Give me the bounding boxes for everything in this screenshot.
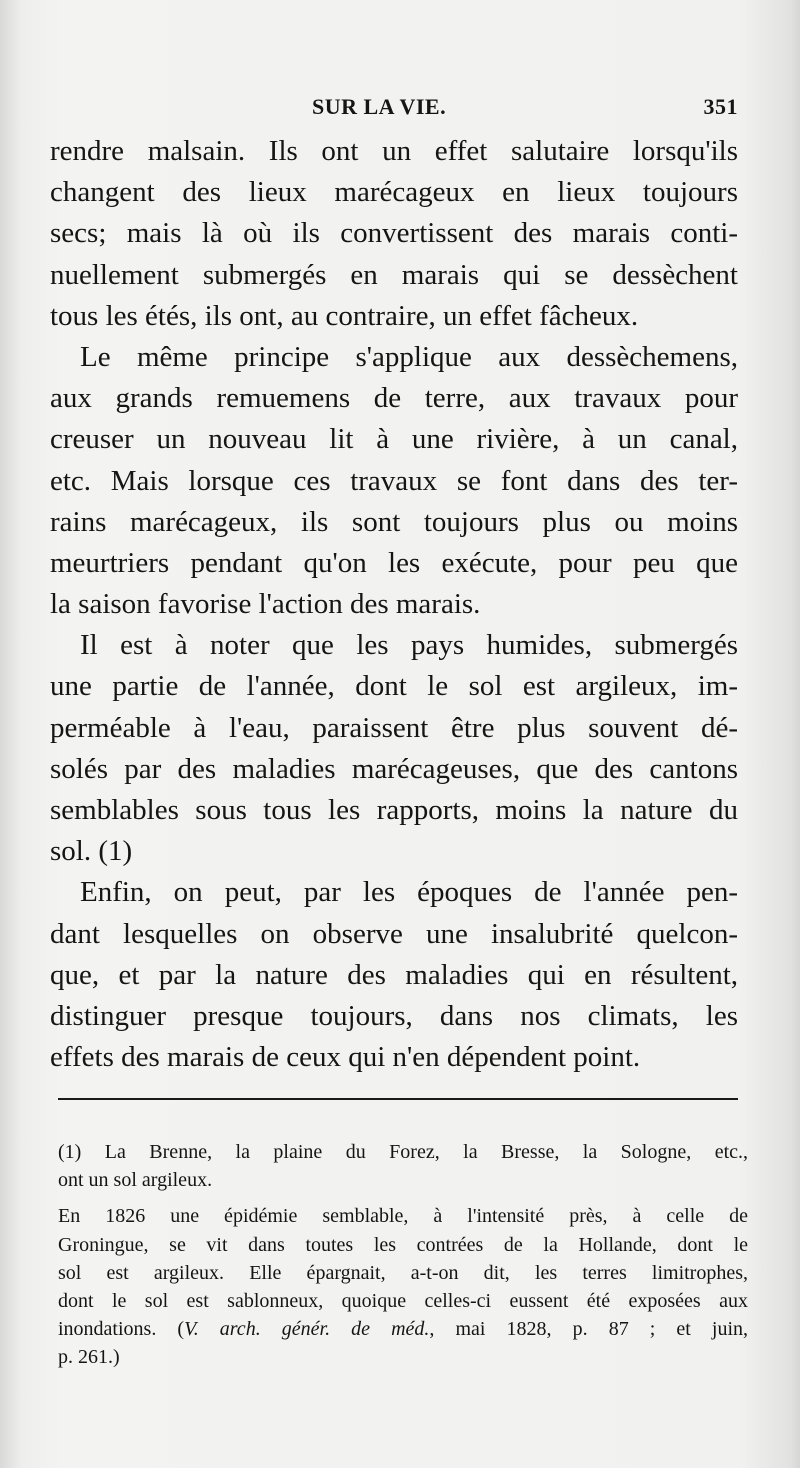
citation-source: V. arch. génér. de méd. bbox=[184, 1318, 430, 1341]
text-line: dant lesquelles on observe une insalubrité quelcon- bbox=[50, 917, 738, 950]
footnote-line: dont le sol est sablonneux, quoique celles-ci eussent été exposées aux bbox=[58, 1290, 748, 1313]
text-line: nuellement submergés en marais qui se dessèchent bbox=[50, 258, 738, 291]
text-line: Il est à noter que les pays humides, submergés bbox=[80, 629, 738, 662]
text-line: changent des lieux marécageux en lieux toujours bbox=[50, 176, 738, 209]
text-line: solés par des maladies marécageuses, que des cantons bbox=[50, 752, 738, 785]
footnote-line: (1) La Brenne, la plaine du Forez, la Bresse, la Sologne, etc., bbox=[58, 1141, 748, 1163]
text-line: meurtriers pendant qu'on les exécute, pour peu que bbox=[50, 546, 738, 579]
page-header bbox=[50, 94, 738, 128]
text-line: semblables sous tous les rapports, moins la nature du bbox=[50, 794, 738, 826]
text-line: rains marécageux, ils sont toujours plus ou moins bbox=[50, 505, 738, 538]
footnote-separator bbox=[58, 1098, 738, 1100]
body-text bbox=[50, 131, 738, 1078]
text-line: tous les étés, ils ont, au contraire, un effet fâcheux. bbox=[50, 299, 639, 332]
text-line: rendre malsain. Ils ont un effet salutaire lorsqu'ils bbox=[50, 135, 738, 167]
footnote-line: Groningue, se vit dans toutes les contrées de la Hollande, dont le bbox=[58, 1233, 748, 1256]
text-line: etc. Mais lorsque ces travaux se font dans des ter- bbox=[50, 464, 738, 497]
citation-prefix: inondations. ( bbox=[58, 1318, 185, 1341]
page-number: 351 bbox=[703, 94, 738, 119]
text-line: la saison favorise l'action des marais. bbox=[50, 588, 481, 621]
footnotes bbox=[58, 1138, 748, 1372]
text-line: effets des marais de ceux qui n'en dépendent point. bbox=[50, 1041, 641, 1074]
text-line: aux grands remuemens de terre, aux travaux pour bbox=[50, 382, 738, 415]
citation-suffix: , mai 1828, p. 87 ; et juin, bbox=[429, 1318, 748, 1341]
footnote-line: p. 261.) bbox=[58, 1346, 120, 1369]
text-line: Enfin, on peut, par les époques de l'année pen- bbox=[80, 876, 738, 909]
text-line: secs; mais là où ils convertissent des marais conti- bbox=[50, 217, 738, 250]
text-line: Le même principe s'applique aux dessèchemens, bbox=[80, 340, 738, 373]
text-line: creuser un nouveau lit à une rivière, à un canal, bbox=[50, 423, 738, 456]
text-line: sol. (1) bbox=[50, 835, 133, 868]
footnote-citation-line bbox=[58, 1315, 748, 1343]
footnote-line: ont un sol argileux. bbox=[58, 1169, 213, 1192]
text-line: distinguer presque toujours, dans nos climats, les bbox=[50, 999, 738, 1032]
running-head: SUR LA VIE. bbox=[312, 94, 447, 119]
text-line: que, et par la nature des maladies qui en résultent, bbox=[50, 958, 738, 991]
footnote-line: En 1826 une épidémie semblable, à l'intensité près, à celle de bbox=[58, 1205, 748, 1228]
text-line: perméable à l'eau, paraissent être plus souvent dé- bbox=[50, 711, 738, 744]
text-line: une partie de l'année, dont le sol est argileux, im- bbox=[50, 670, 738, 703]
footnote-line: sol est argileux. Elle épargnait, a-t-on dit, les terres limitrophes, bbox=[58, 1261, 748, 1284]
